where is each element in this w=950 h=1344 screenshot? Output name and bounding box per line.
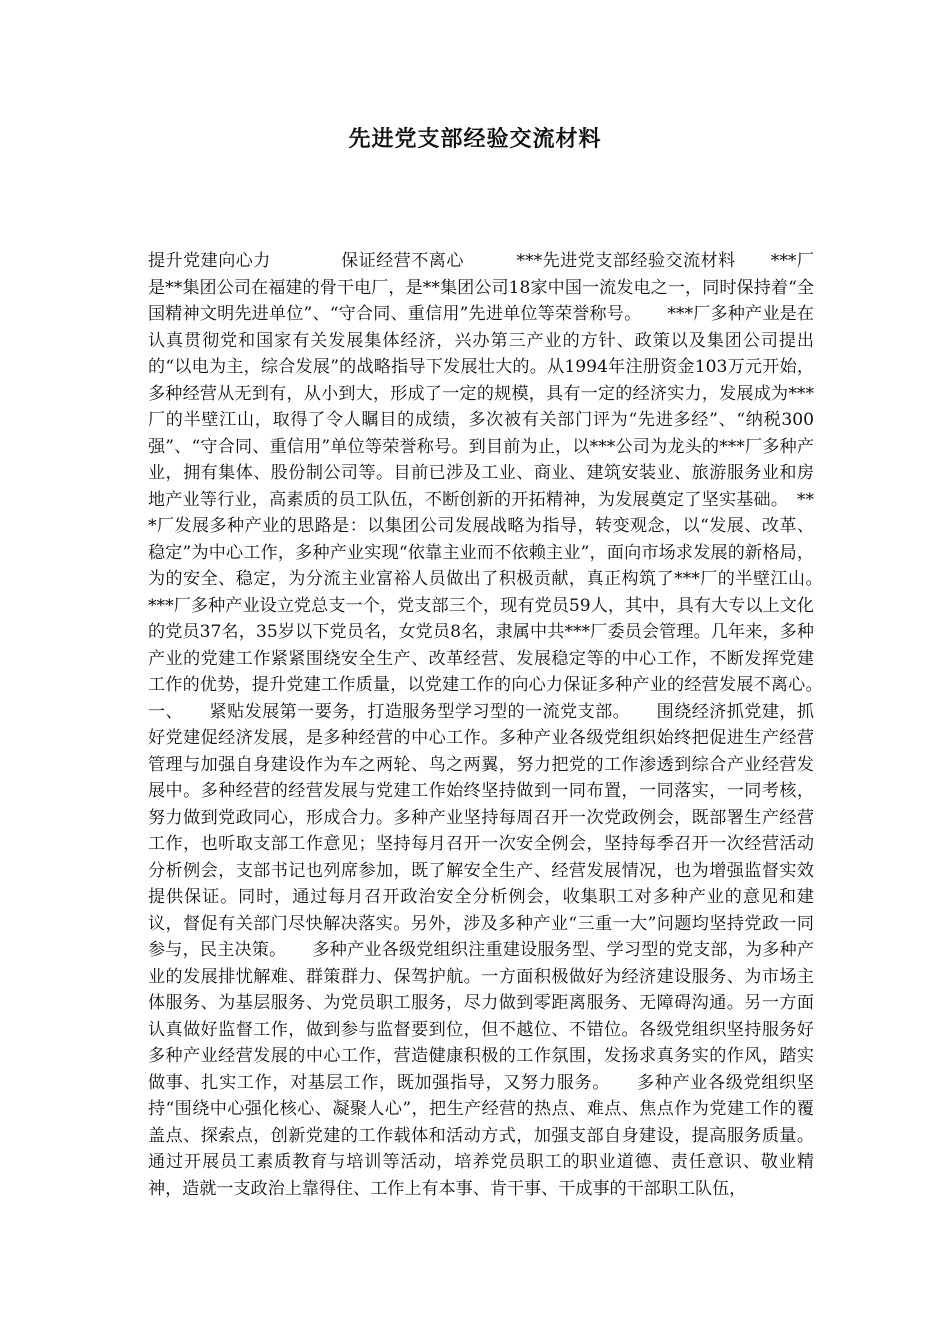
document-title: 先进党支部经验交流材料 <box>348 126 602 152</box>
document-body: 提升党建向心力 保证经营不离心 ***先进党支部经验交流材料 ***厂是**集团公司在福建的骨干电厂，是**集团公司18家中国一流发电之一，同时保持着“全国精神文明先进单位”、“守合同、重信用”先进单位等荣誉称号。 ***厂多种产业是在认真贯彻党和国家有关发展集体经济，兴办第三产业的方针、政策以及集团公司提出的“以电为主，综合发展”的战略指导下发展壮大的。从1994年注册资金103万元开始，多种经营从无到有，从小到大，形成了一定的规模，具有一定的经济实力，发展成为***厂的半壁江山，取得了令人瞩目的成绩，多次被有关部门评为“先进多经”、“纳税300强”、“守合同、重信用”单位等荣誉称号。到目前为止，以***公司为龙头的***厂多种产业，拥有集体、股份制公司等。目前已涉及工业、商业、建筑安装业、旅游服务业和房地产业等行业，高素质的员工队伍，不断创新的开拓精神，为发展奠定了坚实基础。 ***厂发展多种产业的思路是：以集团公司发展战略为指导，转变观念，以“发展、改革、稳定”为中心工作，多种产业实现“依靠主业而不依赖主业”，面向市场求发展的新格局，为的安全、稳定，为分流主业富裕人员做出了积极贡献，真正构筑了***厂的半壁江山。 ***厂多种产业设立党总支一个，党支部三个，现有党员59人，其中，具有大专以上文化的党员37名，35岁以下党员名，女党员8名，隶属中共***厂委员会管理。几年来，多种产业的党建工作紧紧围绕安全生产、改革经营、发展稳定等的中心工作，不断发挥党建工作的优势，提升党建工作质量，以党建工作的向心力保证多种产业的经营发展不离心。 一、 紧贴发展第一要务，打造服务型学习型的一流党支部。 围绕经济抓党建，抓好党建促经济发展，是多种经营的中心工作。多种产业各级党组织始终把促进生产经营管理与加强自身建设作为车之两轮、鸟之两翼，努力把党的工作渗透到综合产业经营发展中。多种经营的经营发展与党建工作始终坚持做到一同布置，一同落实，一同考核，努力做到党政同心，形成合力。多种产业坚持每周召开一次党政例会，既部署生产经营工作，也听取支部工作意见；坚持每月召开一次安全例会，坚持每季召开一次经营活动分析例会，支部书记也列席参加，既了解安全生产、经营发展情况，也为增强监督实效提供保证。同时，通过每月召开政治安全分析例会，收集职工对多种产业的意见和建议，督促有关部门尽快解决落实。另外，涉及多种产业“三重一大”问题均坚持党政一同参与，民主决策。 多种产业各级党组织注重建设服务型、学习型的党支部，为多种产业的发展排忧解难、群策群力、保驾护航。一方面积极做好为经济建设服务、为市场主体服务、为基层服务、为党员职工服务，尽力做到零距离服务、无障碍沟通。另一方面认真做好监督工作，做到参与监督要到位，但不越位、不错位。各级党组织坚持服务好多种产业经营发展的中心工作，营造健康积极的工作氛围，发扬求真务实的作风，踏实做事、扎实工作，对基层工作，既加强指导，又努力服务。 多种产业各级党组织坚持“围绕中心强化核心、凝聚人心”，把生产经营的热点、难点、焦点作为党建工作的覆盖点、探索点，创新党建的工作载体和活动方式，加强支部自身建设，提高服务质量。通过开展员工素质教育与培训等活动，培养党员职工的职业道德、责任意识、敬业精神，造就一支政治上靠得住、工作上有本事、肯干事、干成事的干部职工队伍， <box>148 251 849 1199</box>
